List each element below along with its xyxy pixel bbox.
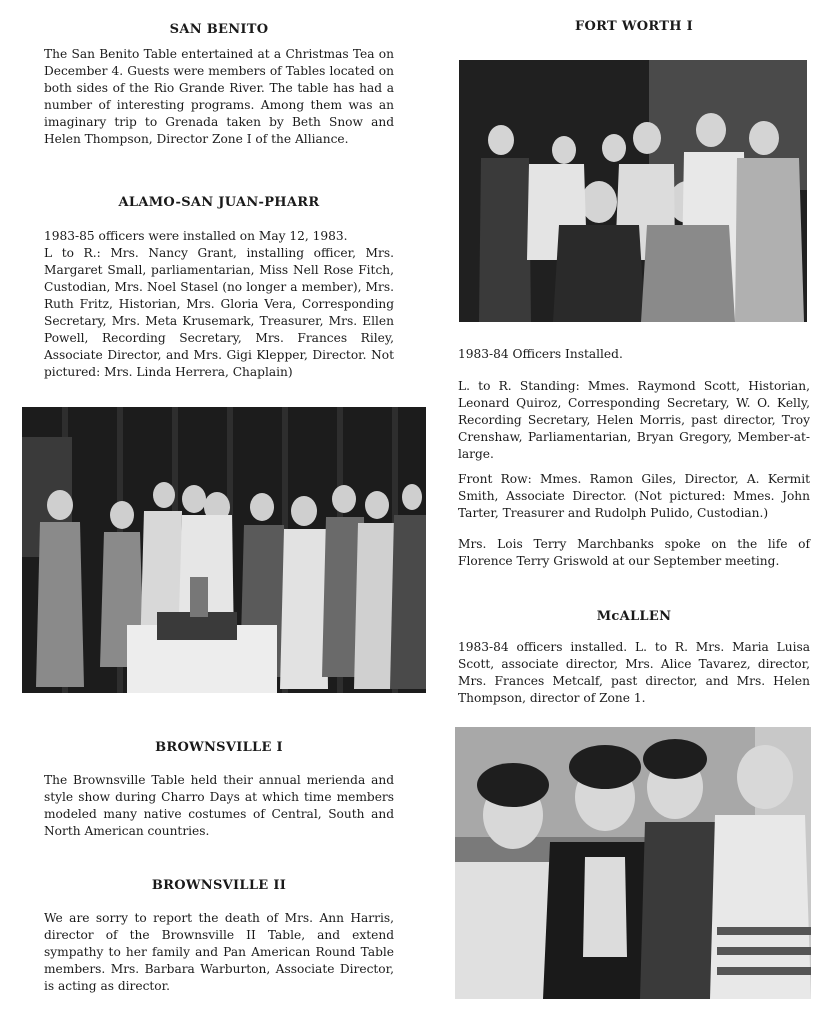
mcallen-heading: McALLEN [596, 609, 672, 624]
fort-worth-caption: 1983-84 Officers Installed. [458, 347, 623, 361]
alamo-group-photo [22, 407, 426, 693]
san-benito-body: The San Benito Table entertained at a Christmas Tea on December 4. Guests were members of Tables located on both sides of the Rio Grande River. The table has had a number of interesting programs. Among them was an imaginary trip to Grenada taken by Beth Snow and Helen Thompson, Director Zone I of the Alliance. [44, 47, 394, 146]
brownsville-2-section [44, 878, 394, 995]
fort-worth-text [458, 346, 810, 570]
brownsville-1-section [44, 740, 394, 840]
fort-worth-group-photo [459, 60, 807, 322]
fort-worth-standing: L. to R. Standing: Mmes. Raymond Scott, Historian, Leonard Quiroz, Corresponding Secretary, W. O. Kelly, Recording Secretary, Helen Morris, past director, Troy Crenshaw, Parliamentarian, Bryan Gregory, Member-at-large. [458, 379, 810, 461]
fort-worth-section [458, 19, 810, 34]
alamo-intro: 1983-85 officers were installed on May 12, 1983. [44, 229, 348, 243]
brownsville-2-body: We are sorry to report the death of Mrs. Ann Harris, director of the Brownsville II Table, and extend sympathy to her family and Pan American Round Table members. Mrs. Barbara Warburton, Associate Director, is acting as director. [44, 911, 394, 993]
mcallen-body: 1983-84 officers installed. L. to R. Mrs. Maria Luisa Scott, associate director, Mrs. Alice Tavarez, director, Mrs. Frances Metcalf, past director, and Mrs. Helen Thompson, director of Zone 1. [458, 640, 810, 705]
brownsville-2-heading: BROWNSVILLE II [151, 878, 287, 893]
fort-worth-heading: FORT WORTH I [575, 19, 693, 34]
mcallen-section [458, 609, 810, 707]
fort-worth-note: Mrs. Lois Terry Marchbanks spoke on the life of Florence Terry Griswold at our September meeting. [458, 537, 810, 568]
fort-worth-front-row: Front Row: Mmes. Ramon Giles, Director, A. Kermit Smith, Associate Director. (Not pictured: Mmes. John Tarter, Treasurer and Rudolph Pulido, Custodian.) [458, 472, 810, 520]
san-benito-section [44, 22, 394, 148]
alamo-heading: ALAMO-SAN JUAN-PHARR [118, 195, 320, 210]
mcallen-group-photo [455, 727, 811, 999]
brownsville-1-body: The Brownsville Table held their annual merienda and style show during Charro Days at which time members modeled many native costumes of Central, South and North American countries. [44, 773, 394, 838]
san-benito-heading: SAN BENITO [169, 22, 269, 37]
alamo-body: L to R.: Mrs. Nancy Grant, installing officer, Mrs. Margaret Small, parliamentarian, Miss Nell Rose Fitch, Custodian, Mrs. Noel Stasel (no longer a member), Mrs. Ruth Fritz, Historian, Mrs. Gloria Vera, Corresponding Secretary, Mrs. Meta Krusemark, Treasurer, Mrs. Ellen Powell, Recording Secretary, Mrs. Frances Riley, Associate Director, and Mrs. Gigi Klepper, Director. Not pictured: Mrs. Linda Herrera, Chaplain) [44, 246, 394, 379]
alamo-section [44, 195, 394, 381]
brownsville-1-heading: BROWNSVILLE I [155, 740, 283, 755]
